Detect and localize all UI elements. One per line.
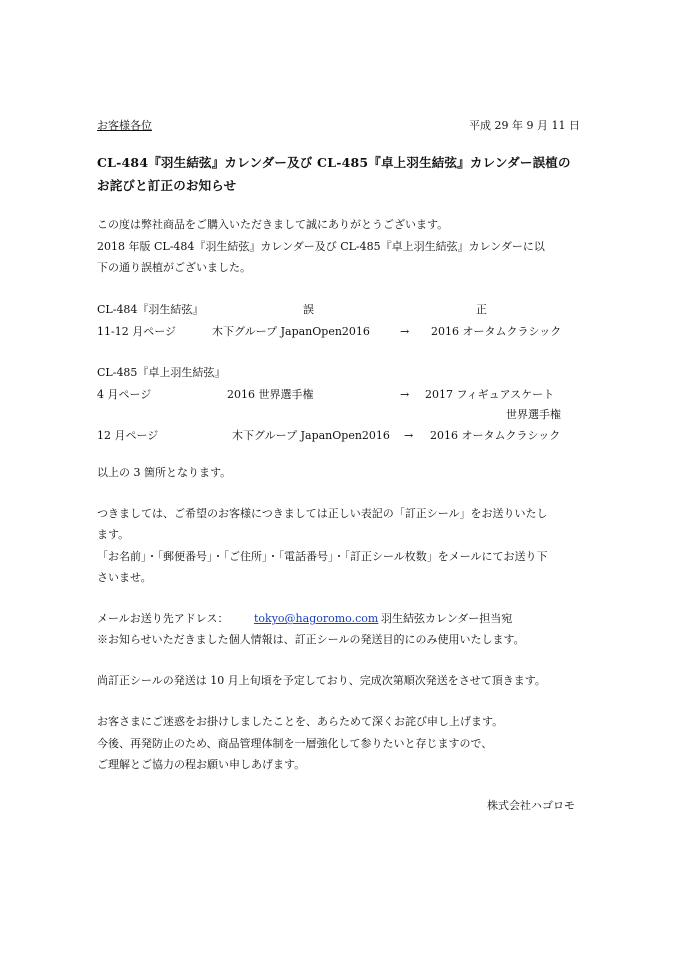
- apology-line-2: 今後、再発防止のため、商品管理体制を一層強化して参りたいと存じますので、: [97, 737, 493, 750]
- errata-cl484-correct: 2016 オータムクラシック: [431, 325, 562, 338]
- errata-cl485-row1-correct: 2017 フィギュアスケート: [425, 388, 555, 401]
- errata-cl485-row1-correct-cont: 世界選手権: [506, 408, 561, 421]
- errata-cl484-page: 11-12 月ページ: [97, 325, 176, 338]
- apology-line-1: お客さまにご迷惑をお掛けしましたことを、あらためて深くお詫び申し上げます。: [97, 715, 504, 728]
- errata-cl485-product: CL-485『卓上羽生結弦』: [97, 366, 226, 379]
- errata-cl485-row2-arrow: →: [404, 429, 414, 442]
- errata-cl485-row1-arrow: →: [400, 388, 410, 401]
- privacy-note: ※お知らせいただきました個人情報は、訂正シールの発送目的にのみ使用いたします。: [97, 633, 525, 646]
- contact-dept: 羽生結弦カレンダー担当宛: [381, 612, 513, 625]
- errata-cl484-wrong: 木下グループ JapanOpen2016: [212, 325, 370, 338]
- title-line-1: CL-484『羽生結弦』カレンダー及び CL-485『卓上羽生結弦』カレンダー誤植の: [97, 155, 571, 170]
- summary-text: 以上の 3 箇所となります。: [97, 466, 232, 479]
- intro-line-2: 2018 年版 CL-484『羽生結弦』カレンダー及び CL-485『卓上羽生結弦』カレンダーに以: [97, 240, 545, 253]
- errata-cl484-product: CL-484『羽生結弦』: [97, 303, 204, 316]
- request-line-1: つきましては、ご希望のお客様につきましては正しい表記の「訂正シール」をお送りいたし: [97, 507, 548, 520]
- salutation: お客様各位: [97, 119, 152, 132]
- contact-email-link[interactable]: tokyo@hagoromo.com: [254, 612, 379, 625]
- contact-label: メールお送り先アドレス：: [97, 612, 229, 625]
- errata-col-wrong: 誤: [303, 303, 314, 316]
- title-line-2: お詫びと訂正のお知らせ: [97, 178, 237, 193]
- request-line-2: ます。: [97, 528, 130, 541]
- errata-cl485-row1-page: 4 月ページ: [97, 388, 152, 401]
- errata-cl485-row2-wrong: 木下グループ JapanOpen2016: [232, 429, 390, 442]
- shipping-note: 尚訂正シールの発送は 10 月上旬頃を予定しており、完成次第順次発送をさせて頂きます。: [97, 674, 546, 687]
- request-line-4: さいませ。: [97, 571, 152, 584]
- intro-line-3: 下の通り誤植がございました。: [97, 261, 251, 274]
- date: 平成 29 年 9 月 11 日: [469, 119, 580, 132]
- company-name: 株式会社ハゴロモ: [487, 799, 575, 812]
- apology-line-3: ご理解とご協力の程お願い申しあげます。: [97, 758, 306, 771]
- errata-cl485-row1-wrong: 2016 世界選手権: [227, 388, 314, 401]
- errata-cl485-row2-page: 12 月ページ: [97, 429, 159, 442]
- intro-line-1: この度は弊社商品をご購入いただきまして誠にありがとうございます。: [97, 218, 449, 231]
- errata-cl485-row2-correct: 2016 オータムクラシック: [430, 429, 561, 442]
- errata-col-correct: 正: [476, 303, 487, 316]
- errata-cl484-arrow: →: [400, 325, 410, 338]
- request-line-3: 「お名前」・「郵便番号」・「ご住所」・「電話番号」・「訂正シール枚数」をメールにてお送り下: [97, 550, 548, 563]
